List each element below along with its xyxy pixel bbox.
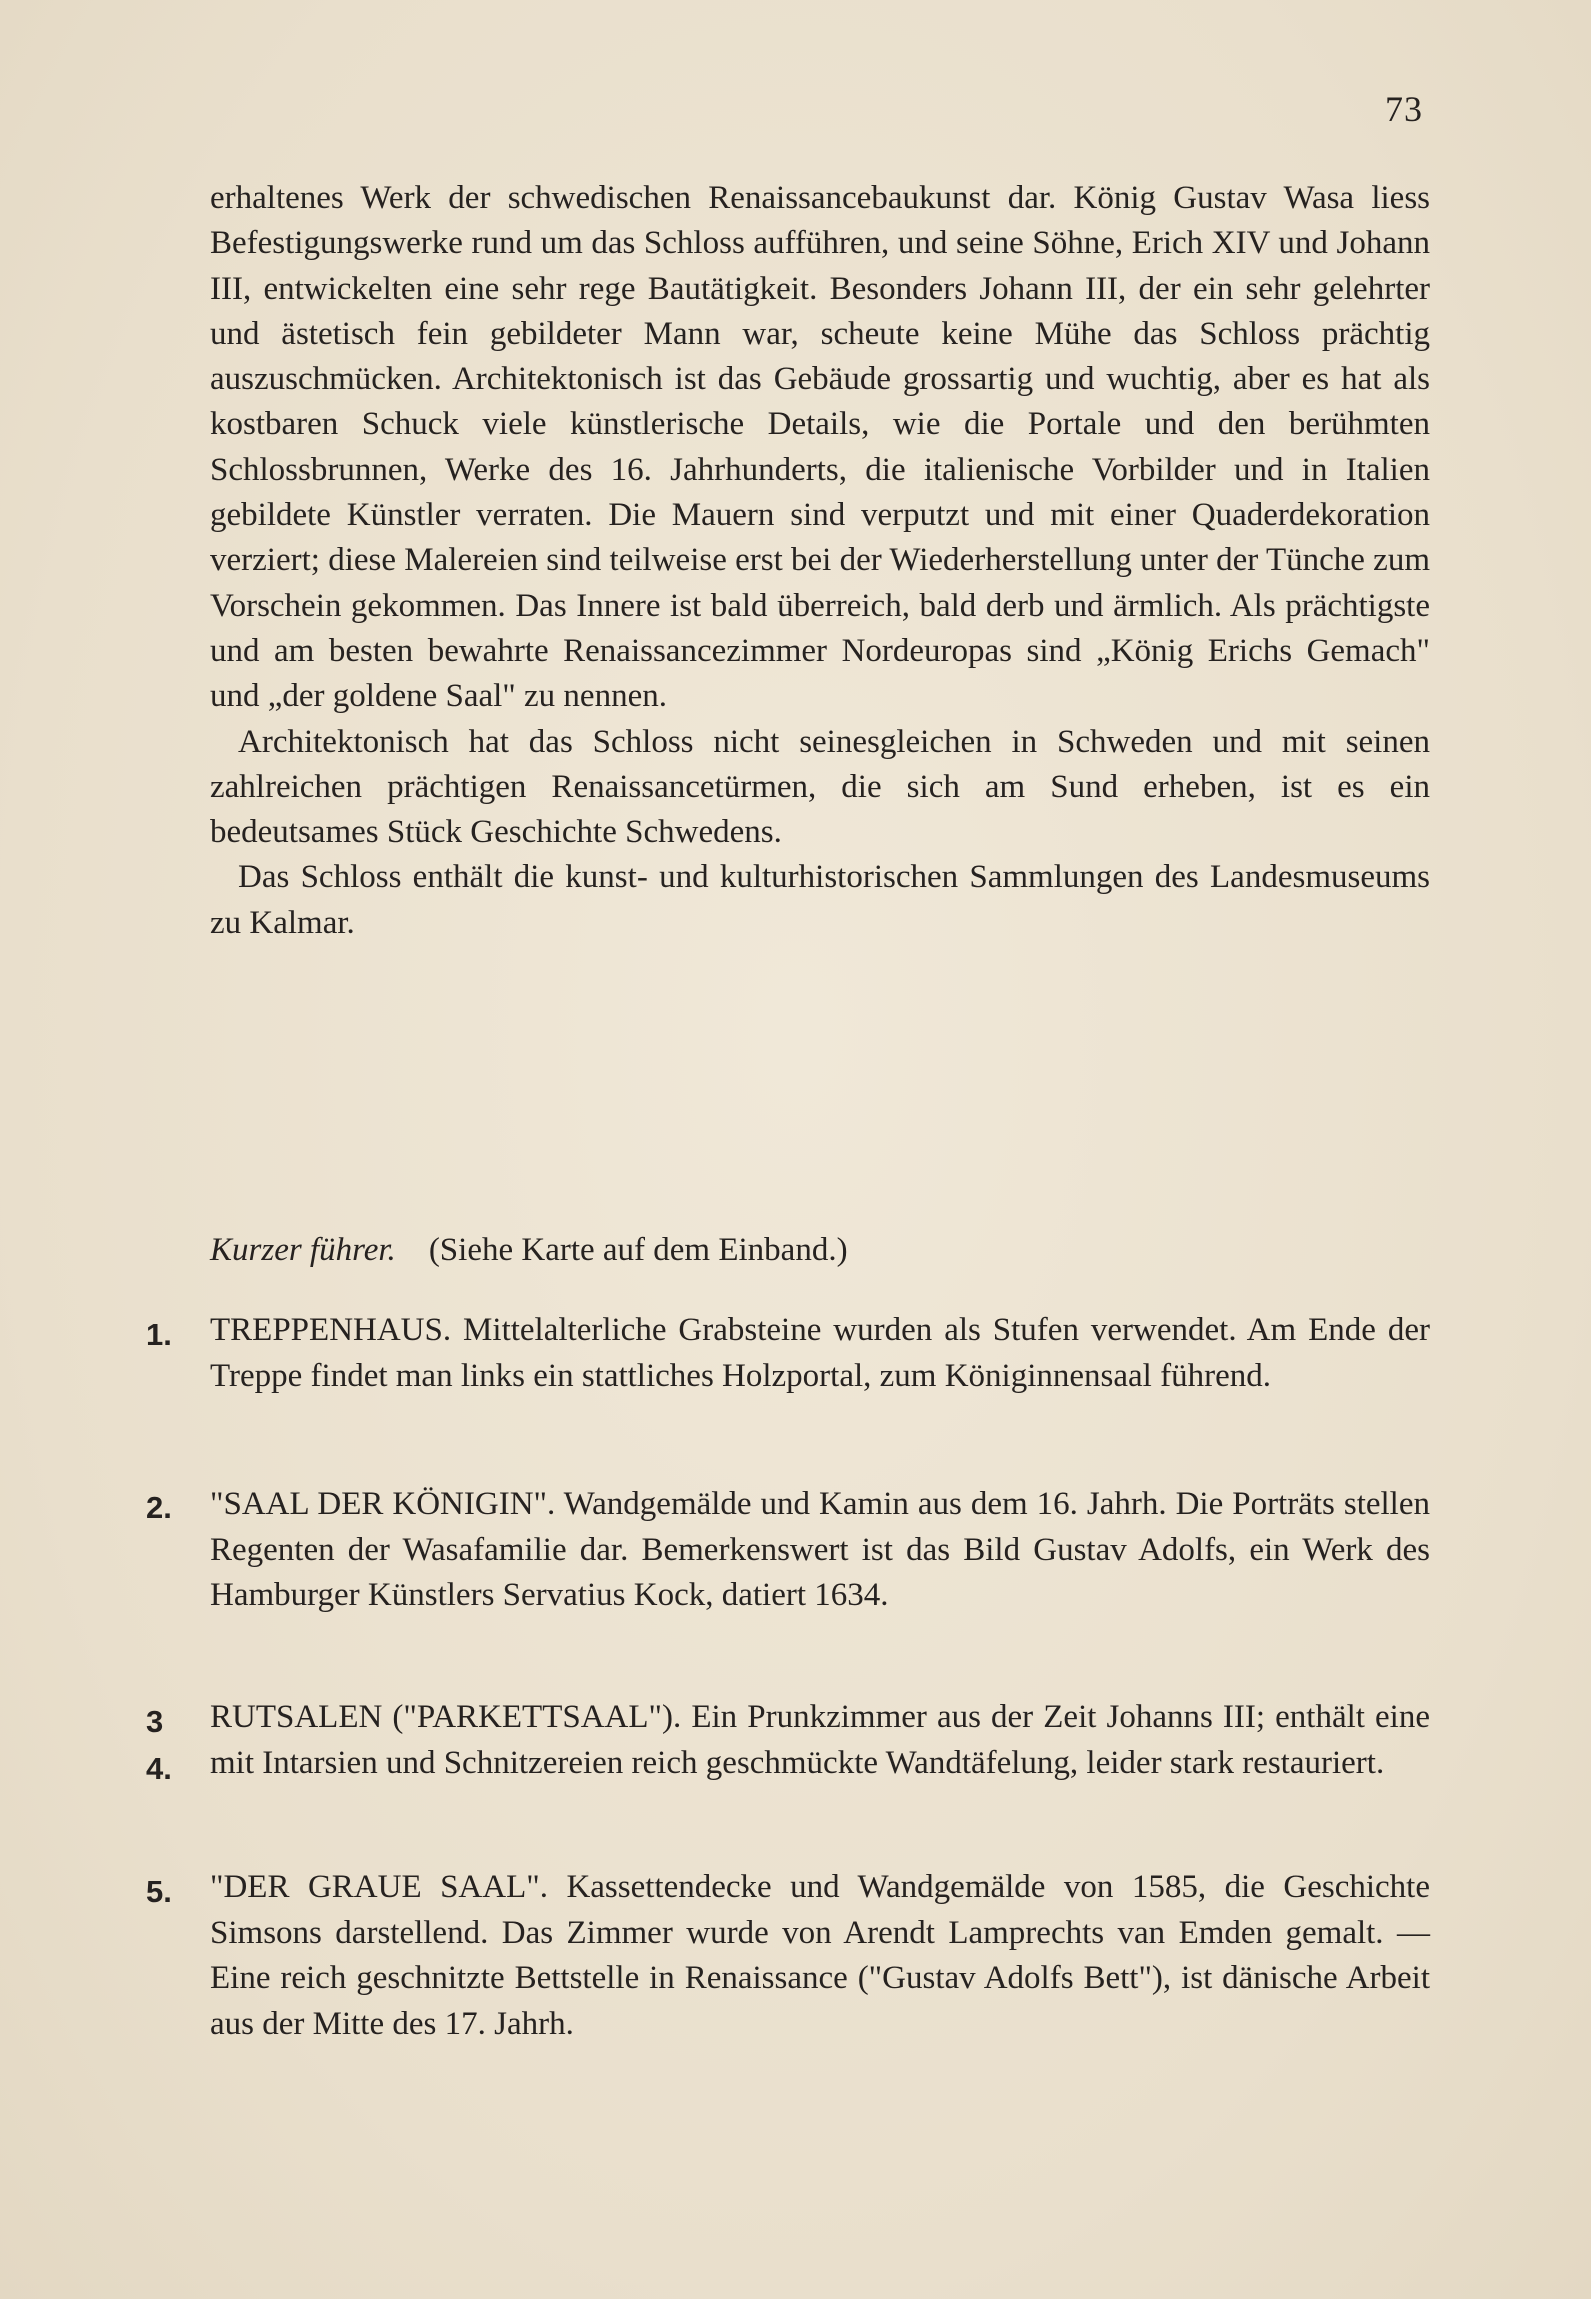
page-number: 73 <box>1385 89 1423 129</box>
entry-text: "SAAL DER KÖNIGIN". Wandgemälde und Kamin aus dem 16. Jahrh. Die Porträts stellen Regenten der Wasafamilie dar. Bemerkenswert ist das Bild Gustav Adolfs, ein Werk des Hamburger Künstlers Servatius Kock, datiert 1634. <box>210 1486 1430 1613</box>
paragraph: Das Schloss enthält die kunst- und kulturhistorischen Sammlungen des Landesmuseums zu Kalmar. <box>210 859 1430 941</box>
guide-heading <box>210 1228 1430 1273</box>
guide-note: (Siehe Karte auf dem Einband.) <box>428 1232 848 1268</box>
entry-number: 1. <box>146 1317 172 1352</box>
guide-entry <box>210 1308 1430 1399</box>
guide-entry <box>210 1865 1430 2047</box>
entry-number: 5. <box>146 1874 172 1909</box>
guide-title: Kurzer führer. <box>210 1232 396 1268</box>
entry-number: 3 <box>146 1704 164 1739</box>
entry-number: 2. <box>146 1490 172 1525</box>
guide-entry <box>210 1695 1430 1786</box>
entry-number: 4. <box>146 1751 172 1786</box>
entry-text: "DER GRAUE SAAL". Kassettendecke und Wandgemälde von 1585, die Geschichte Simsons darstellend. Das Zimmer wurde von Arendt Lamprechts van Emden gemalt. — Eine reich geschnitzte Bettstelle in Renaissance ("Gustav Adolfs Bett"), ist dänische Arbeit aus der Mitte des 17. Jahrh. <box>210 1869 1430 2042</box>
paragraph: Architektonisch hat das Schloss nicht seinesgleichen in Schweden und mit seinen zahlreichen prächtigen Renaissancetürmen, die sich am Sund erheben, ist es ein bedeutsames Stück Geschichte Schwedens. <box>210 723 1430 851</box>
guide-entry <box>210 1482 1430 1619</box>
entry-text: RUTSALEN ("PARKETTSAAL"). Ein Prunkzimmer aus der Zeit Johanns III; enthält eine mit Intarsien und Schnitzereien reich geschmückte Wandtäfelung, leider stark restauriert. <box>210 1699 1430 1781</box>
entry-text: TREPPENHAUS. Mittelalterliche Grabsteine wurden als Stufen verwendet. Am Ende der Treppe findet man links ein stattliches Holzportal, zum Königinnensaal führend. <box>210 1312 1430 1394</box>
paragraph: erhaltenes Werk der schwedischen Renaissancebaukunst dar. König Gustav Wasa liess Befestigungswerke rund um das Schloss aufführen, und seine Söhne, Erich XIV und Johann III, entwickelten eine sehr rege Bautätigkeit. Besonders Johann III, der ein sehr gelehrter und ästetisch fein gebildeter Mann war, scheute keine Mühe das Schloss prächtig auszuschmücken. Architektonisch ist das Gebäude grossartig und wuchtig, aber es hat als kostbaren Schuck viele künstlerische Details, wie die Portale und den berühmten Schlossbrunnen, Werke des 16. Jahrhunderts, die italienische Vorbilder und in Italien gebildete Künstler verraten. Die Mauern sind verputzt und mit einer Quaderdekoration verziert; diese Malereien sind teilweise erst bei der Wiederherstellung unter der Tünche zum Vorschein gekommen. Das Innere ist bald überreich, bald derb und ärmlich. Als prächtigste und am besten bewahrte Renaissancezimmer Nordeuropas sind „König Erichs Gemach" und „der goldene Saal" zu nennen. <box>210 180 1430 715</box>
body-text <box>210 176 1430 946</box>
